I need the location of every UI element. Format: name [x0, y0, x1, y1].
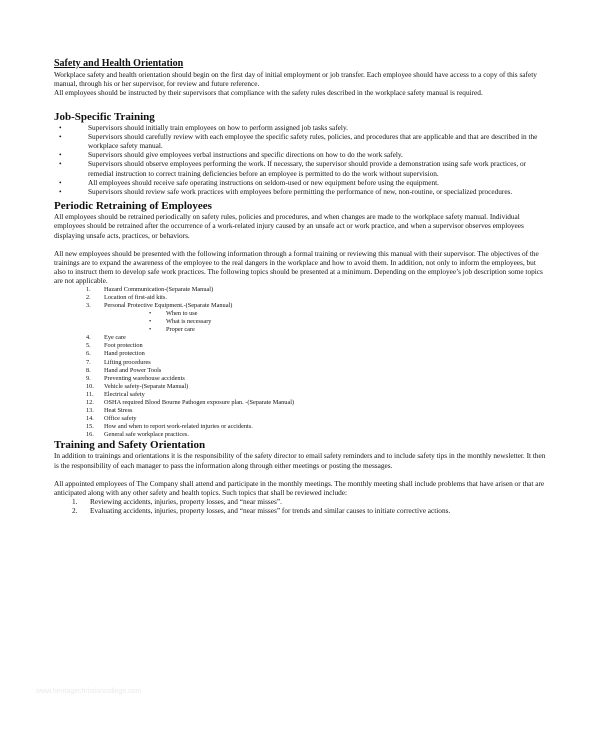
sublist-item: [54, 310, 548, 318]
bullet-glyph: •: [59, 159, 62, 169]
item-number: 7.: [86, 358, 91, 366]
item-text: Hand protection: [104, 350, 145, 358]
list-item: [54, 506, 548, 515]
list-item: [54, 407, 548, 415]
heading-safety-health-orientation: Safety and Health Orientation: [54, 58, 184, 69]
list-item: [54, 359, 548, 367]
item-text: Lifting procedures: [104, 358, 151, 366]
list-item: [54, 132, 548, 150]
heading-periodic-retraining: Periodic Retraining of Employees: [54, 200, 212, 213]
item-text: Location of first-aid kits.: [104, 293, 167, 301]
item-number: 3.: [86, 301, 91, 309]
list-item-text: Supervisors should initially train employees on how to perform assigned job tasks safely.: [88, 122, 348, 132]
item-number: 9.: [86, 374, 91, 382]
sublist-item-text: Proper care: [166, 326, 195, 334]
item-text: Heat Stress: [104, 407, 133, 415]
bullet-glyph: •: [59, 131, 62, 141]
list-item: [54, 286, 548, 294]
list-item: [54, 423, 548, 431]
item-text: Evaluating accidents, injuries, property losses, and “near misses” for trends and similar causes to initiate corrective actions.: [90, 506, 451, 516]
sublist-item-text: What is necessary: [166, 318, 212, 326]
sublist-item-text: When to use: [166, 309, 198, 317]
list-item: [54, 497, 548, 506]
item-number: 1.: [72, 497, 78, 507]
list-item: [54, 159, 548, 177]
item-number: 13.: [86, 407, 94, 415]
item-text: Hazard Communication-(Separate Manual): [104, 285, 214, 293]
list-item: [54, 187, 548, 196]
list-item: [54, 294, 548, 302]
heading-training-safety-orientation: Training and Safety Orientation: [54, 439, 206, 452]
list-item: [54, 334, 548, 342]
item-number: 4.: [86, 334, 91, 342]
document-body: [54, 58, 548, 516]
bullet-glyph: •: [149, 326, 152, 334]
bullet-glyph: •: [149, 309, 152, 317]
item-text: Reviewing accidents, injuries, property losses, and “near misses”.: [90, 497, 282, 507]
list-item-text: Supervisors should observe employees performing the work. If necessary, the supervisor should provide a demonstration using safe work practices, or remedial instruction to correct training deficiencies before an employee is permitted to do the work without supervision.: [88, 159, 527, 178]
item-number: 2.: [72, 506, 78, 516]
item-number: 5.: [86, 342, 91, 350]
item-text: Foot protection: [104, 342, 143, 350]
list-item-text: Supervisors should give employees verbal instructions and specific directions on how to do the work safely.: [88, 150, 403, 160]
paragraph: All appointed employees of The Company shall attend and participate in the monthly meetings. The monthly meeting shall include problems that have arisen or that are anticipated along with any other safety and health topics. Such topics that shall be reviewed include:: [54, 478, 545, 498]
paragraph: All employees should be retrained periodically on safety rules, policies and procedures, and when changes are made to the workplace safety manual. Individual employees should be retrained after the occurrence of a work-related injury caused by an unsafe act or work practice, and when a supervisor observes employees displaying unsafe acts, practices, or behaviors.: [54, 212, 524, 240]
item-number: 14.: [86, 415, 94, 423]
bullet-glyph: •: [59, 177, 62, 187]
sublist-item: [54, 326, 548, 334]
list-item: [54, 302, 548, 310]
item-text: OSHA required Blood Bourne Pathogen exposure plan. -(Separate Manual): [104, 398, 295, 406]
bullet-glyph: •: [59, 150, 62, 160]
item-text: Eye care: [104, 334, 126, 342]
item-number: 1.: [86, 285, 91, 293]
list-item: [54, 367, 548, 375]
heading-job-specific-training: Job-Specific Training: [54, 110, 155, 123]
item-text: Office safety: [104, 415, 137, 423]
item-text: How and when to report work-related injuries or accidents.: [104, 423, 253, 431]
item-text: Personal Protective Equipment.-(Separate Manual): [104, 301, 233, 309]
item-number: 11.: [86, 390, 94, 398]
list-item: [54, 123, 548, 132]
item-text: Vehicle safety-(Separate Manual): [104, 382, 189, 390]
list-item-text: Supervisors should review safe work practices with employees before permitting the performance of new, non-routine, or specialized procedures.: [88, 187, 513, 197]
list-item-text: All employees should receive safe operating instructions on seldom-used or new equipment before using the equipment.: [88, 177, 439, 187]
ppe-sublist: [54, 310, 548, 334]
item-number: 15.: [86, 423, 94, 431]
item-number: 12.: [86, 398, 94, 406]
list-item: [54, 375, 548, 383]
item-number: 8.: [86, 366, 91, 374]
list-item: [54, 415, 548, 423]
list-item: [54, 350, 548, 358]
bullet-glyph: •: [149, 318, 152, 326]
list-item: [54, 342, 548, 350]
bullet-glyph: •: [59, 187, 62, 197]
list-item: [54, 178, 548, 187]
item-number: 16.: [86, 431, 94, 439]
item-text: Electrical safety: [104, 390, 145, 398]
item-text: Hand and Power Tools: [104, 366, 162, 374]
list-item: [54, 431, 548, 439]
review-topics-list: [54, 497, 548, 515]
item-text: Preventing warehouse accidents: [104, 374, 185, 382]
watermark: www.heritagechristiancollege.com: [36, 688, 142, 695]
item-number: 6.: [86, 350, 91, 358]
list-item: [54, 383, 548, 391]
list-item-text: Supervisors should carefully review with each employee the specific safety rules, policies, and procedures that are applicable and that are described in the workplace safety manual.: [88, 131, 538, 151]
list-item: [54, 399, 548, 407]
item-text: General safe workplace practices.: [104, 431, 189, 439]
paragraph: In addition to trainings and orientations it is the responsibility of the safety director to email safety reminders and to include safety tips in the monthly newsletter. It then is the responsibility of each manager to pass the information along through either meetings or posting the messages.: [54, 451, 546, 470]
sublist-item: [54, 318, 548, 326]
list-item: [54, 391, 548, 399]
bullet-glyph: •: [59, 122, 62, 132]
topics-list: [54, 286, 548, 310]
item-number: 2.: [86, 293, 91, 301]
paragraph: All employees should be instructed by their supervisors that compliance with the safety rules described in the workplace safety manual is required.: [54, 88, 483, 98]
list-item: [54, 150, 548, 159]
paragraph: All new employees should be presented with the following information through a formal training or reviewing this manual with their supervisor. The objectives of the trainings are to expand the awareness of the employee to the real dangers in the workplace and how to avoid them. In addition, not only to inform the employees, but also to instruct them to develop safe work practices. The following topics should be presented at a minimum. Depending on the employee’s job description some topics are not applicable.: [54, 248, 543, 286]
bullet-list: [54, 123, 548, 197]
topics-list-continued: [54, 334, 548, 439]
item-number: 10.: [86, 382, 94, 390]
paragraph: Workplace safety and health orientation should begin on the first day of initial employment or job transfer. Each employee should have access to a copy of this safety manual, through his or her supervisor, for review and future reference.: [54, 70, 537, 89]
